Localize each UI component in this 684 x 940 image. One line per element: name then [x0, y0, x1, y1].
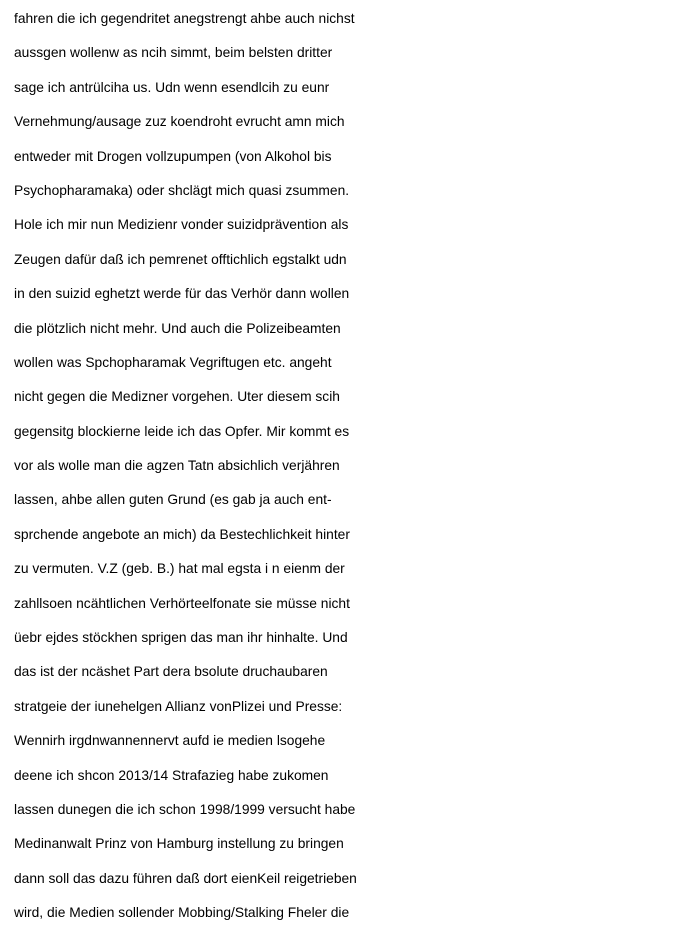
text-line: sage ich antrülciha us. Udn wenn esendlcih zu eunr [14, 79, 330, 95]
text-line: Wennirh irgdnwannennervt aufd ie medien lsogehe [14, 733, 326, 749]
text-line: die plötzlich nicht mehr. Und auch die Polizeibeamten [14, 320, 341, 336]
text-line: Vernehmung/ausage zuz koendroht evrucht amn mich [14, 114, 345, 130]
text-line: wird, die Medien sollender Mobbing/Stalking Fheler die [14, 905, 350, 921]
text-line: fahren die ich gegendritet anegstrengt ahbe auch nichst [14, 11, 355, 26]
text-line: deene ich shcon 2013/14 Strafazieg habe zukomen [14, 767, 329, 783]
text-line: lassen, ahbe allen guten Grund (es gab ja auch ent- [14, 492, 332, 508]
text-line: sprchende angebote an mich) da Bestechlichkeit hinter [14, 526, 350, 542]
text-line: zu vermuten. V.Z (geb. B.) hat mal egsta i n eienm der [14, 561, 345, 577]
text-line: gegensitg blockierne leide ich das Opfer. Mir kommt es [14, 423, 350, 439]
text-line: stratgeie der iunehelgen Allianz vonPlizei und Presse: [14, 698, 343, 714]
text-line: wollen was Spchopharamak Vegriftugen etc. angeht [14, 354, 332, 370]
text-line: Medinanwalt Prinz von Hamburg instellung zu bringen [14, 836, 344, 852]
text-line: Psychopharamaka) oder shclägt mich quasi zsummen. [14, 182, 350, 198]
text-line: das ist der ncäshet Part dera bsolute druchaubaren [14, 664, 328, 680]
text-line: lassen dunegen die ich schon 1998/1999 versucht habe [14, 801, 356, 817]
body-text [14, 2, 684, 931]
text-line: in den suizid eghetzt werde für das Verhör dann wollen [14, 286, 350, 302]
text-line: Zeugen dafür daß ich pemrenet offtichlich egstalkt udn [14, 251, 347, 267]
text-line: Hole ich mir nun Medizienr vonder suizidprävention als [14, 217, 349, 233]
text-line: dann soll das dazu führen daß dort eienKeil reigetrieben [14, 870, 357, 886]
text-line: nicht gegen die Medizner vorgehen. Uter diesem scih [14, 389, 340, 405]
text-line: üebr ejdes stöckhen sprigen das man ihr hinhalte. Und [14, 630, 348, 646]
text-line: vor als wolle man die agzen Tatn absichlich verjähren [14, 458, 340, 474]
text-line: zahllsoen ncähtlichen Verhörteelfonate sie müsse nicht [14, 595, 350, 611]
text-line: entweder mit Drogen vollzupumpen (von Alkohol bis [14, 148, 332, 164]
text-line: aussgen wollenw as ncih simmt, beim belsten dritter [14, 45, 333, 61]
